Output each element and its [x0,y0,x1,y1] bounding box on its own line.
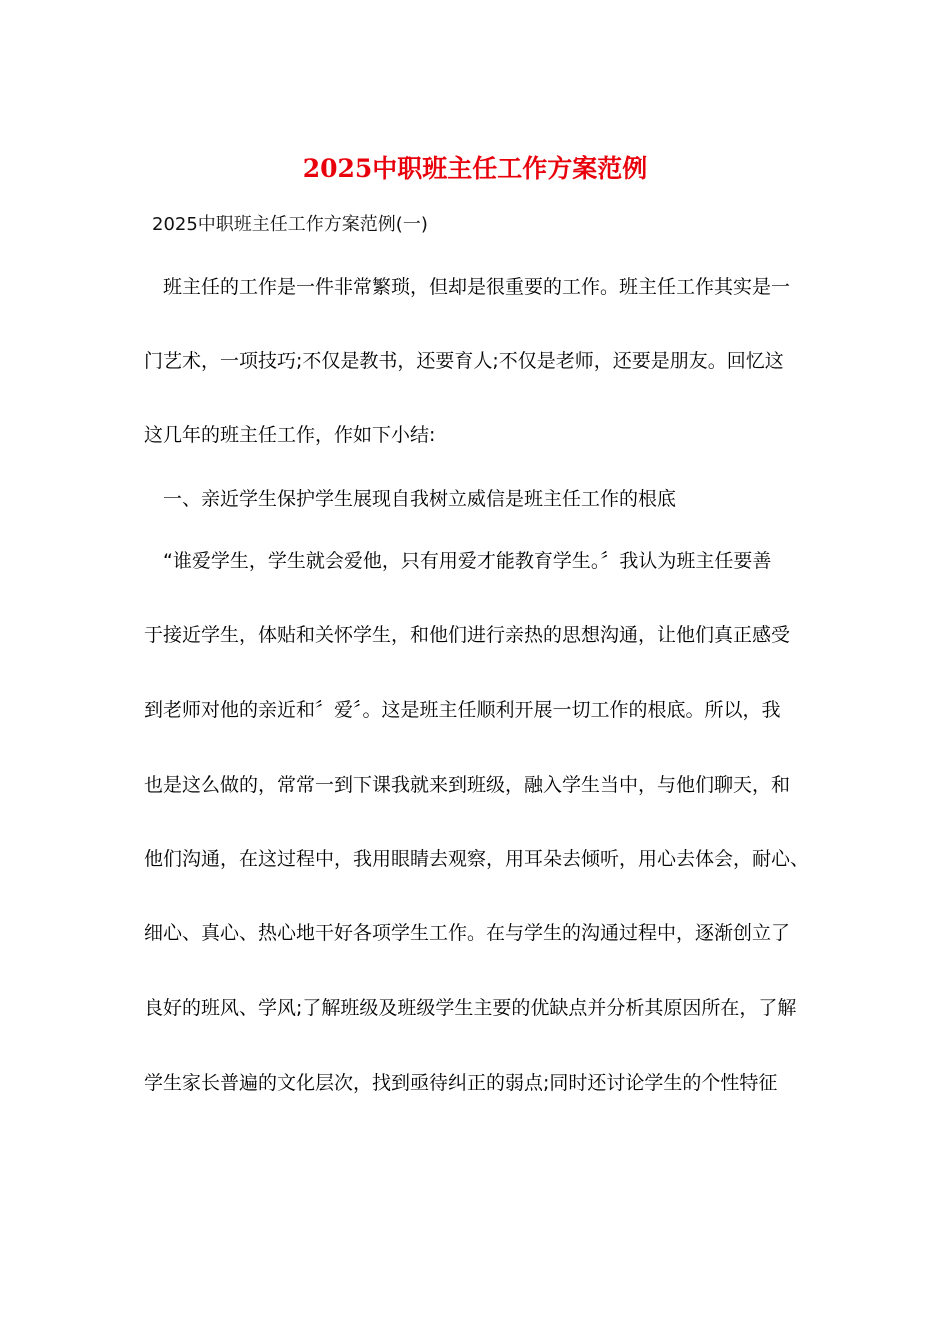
paragraph-line: 他们沟通，在这过程中，我用眼睛去观察，用耳朵去倾听，用心去体会，耐心、 [144,848,810,870]
section-heading: 一、亲近学生保护学生展现自我树立威信是班主任工作的根底 [144,488,677,510]
paragraph-line: 到老师对他的亲近和〞爱〞。这是班主任顺利开展一切工作的根底。所以，我 [144,699,781,721]
paragraph-line: 门艺术，一项技巧;不仅是教书，还要育人;不仅是老师，还要是朋友。回忆这 [144,350,784,372]
paragraph-line: 学生家长普遍的文化层次，找到亟待纠正的弱点;同时还讨论学生的个性特征 [144,1072,778,1094]
paragraph-line: “谁爱学生，学生就会爱他，只有用爱才能教育学生。〞我认为班主任要善 [144,550,772,572]
paragraph-line: 于接近学生，体贴和关怀学生，和他们进行亲热的思想沟通，让他们真正感受 [144,624,791,646]
paragraph-line: 这几年的班主任工作，作如下小结: [144,424,436,446]
paragraph-line: 也是这么做的，常常一到下课我就来到班级，融入学生当中，与他们聊天，和 [144,774,791,796]
paragraph-line: 细心、真心、热心地干好各项学生工作。在与学生的沟通过程中，逐渐创立了 [144,922,791,944]
paragraph-line: 班主任的工作是一件非常繁琐，但却是很重要的工作。班主任工作其实是一 [144,276,791,298]
document-title: 2025中职班主任工作方案范例 [302,154,648,183]
section-subtitle: 2025中职班主任工作方案范例(一) [152,214,428,235]
paragraph-line: 良好的班风、学风;了解班级及班级学生主要的优缺点并分析其原因所在，了解 [144,997,797,1019]
